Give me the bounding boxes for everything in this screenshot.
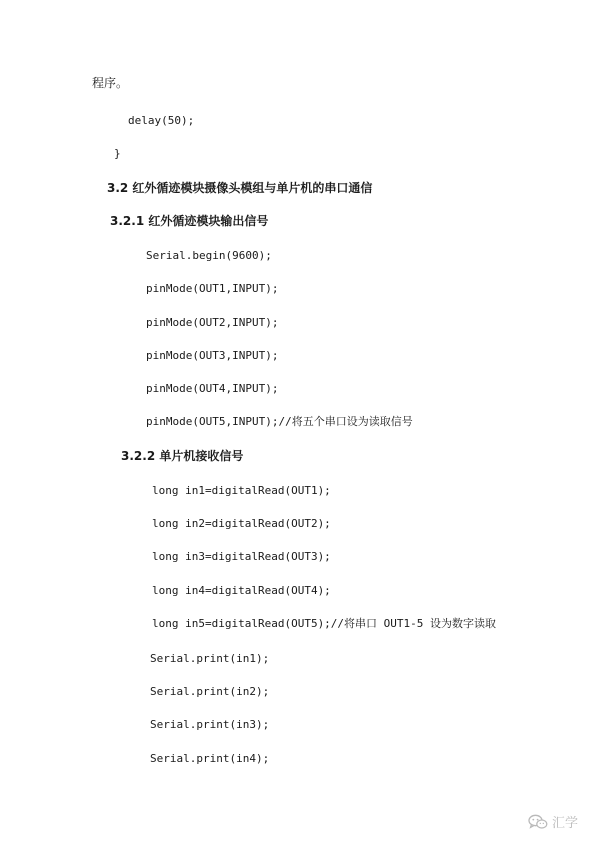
code-line: long in2=digitalRead(OUT2); bbox=[152, 517, 331, 530]
code-line: long in5=digitalRead(OUT5);//将串口 OUT1-5 设为数字读取 bbox=[152, 617, 497, 630]
code-line: Serial.print(in1); bbox=[150, 652, 270, 665]
code-line: long in1=digitalRead(OUT1); bbox=[152, 484, 331, 497]
code-line: Serial.print(in3); bbox=[150, 718, 270, 731]
code-line: pinMode(OUT1,INPUT); bbox=[146, 282, 279, 295]
code-line: Serial.begin(9600); bbox=[146, 249, 272, 262]
watermark-label: 汇学 bbox=[552, 816, 579, 831]
code-delay-line: delay(50); bbox=[128, 114, 195, 127]
code-line: pinMode(OUT4,INPUT); bbox=[146, 382, 279, 395]
code-line: pinMode(OUT3,INPUT); bbox=[146, 349, 279, 362]
code-line: Serial.print(in2); bbox=[150, 685, 270, 698]
watermark bbox=[528, 812, 578, 831]
section-heading-3-2: 3.2 红外循迹模块摄像头模组与单片机的串口通信 bbox=[107, 181, 373, 195]
code-line: Serial.print(in4); bbox=[150, 752, 270, 765]
code-line: long in4=digitalRead(OUT4); bbox=[152, 584, 331, 597]
wechat-icon bbox=[528, 814, 548, 830]
section-heading-3-2-2: 3.2.2 单片机接收信号 bbox=[121, 449, 244, 463]
code-line: pinMode(OUT2,INPUT); bbox=[146, 316, 279, 329]
code-line: pinMode(OUT5,INPUT);//将五个串口设为读取信号 bbox=[146, 415, 413, 428]
code-line: long in3=digitalRead(OUT3); bbox=[152, 550, 331, 563]
intro-text: 程序。 bbox=[92, 76, 129, 90]
section-heading-3-2-1: 3.2.1 红外循迹模块输出信号 bbox=[110, 214, 269, 228]
code-close-brace: } bbox=[114, 147, 121, 160]
